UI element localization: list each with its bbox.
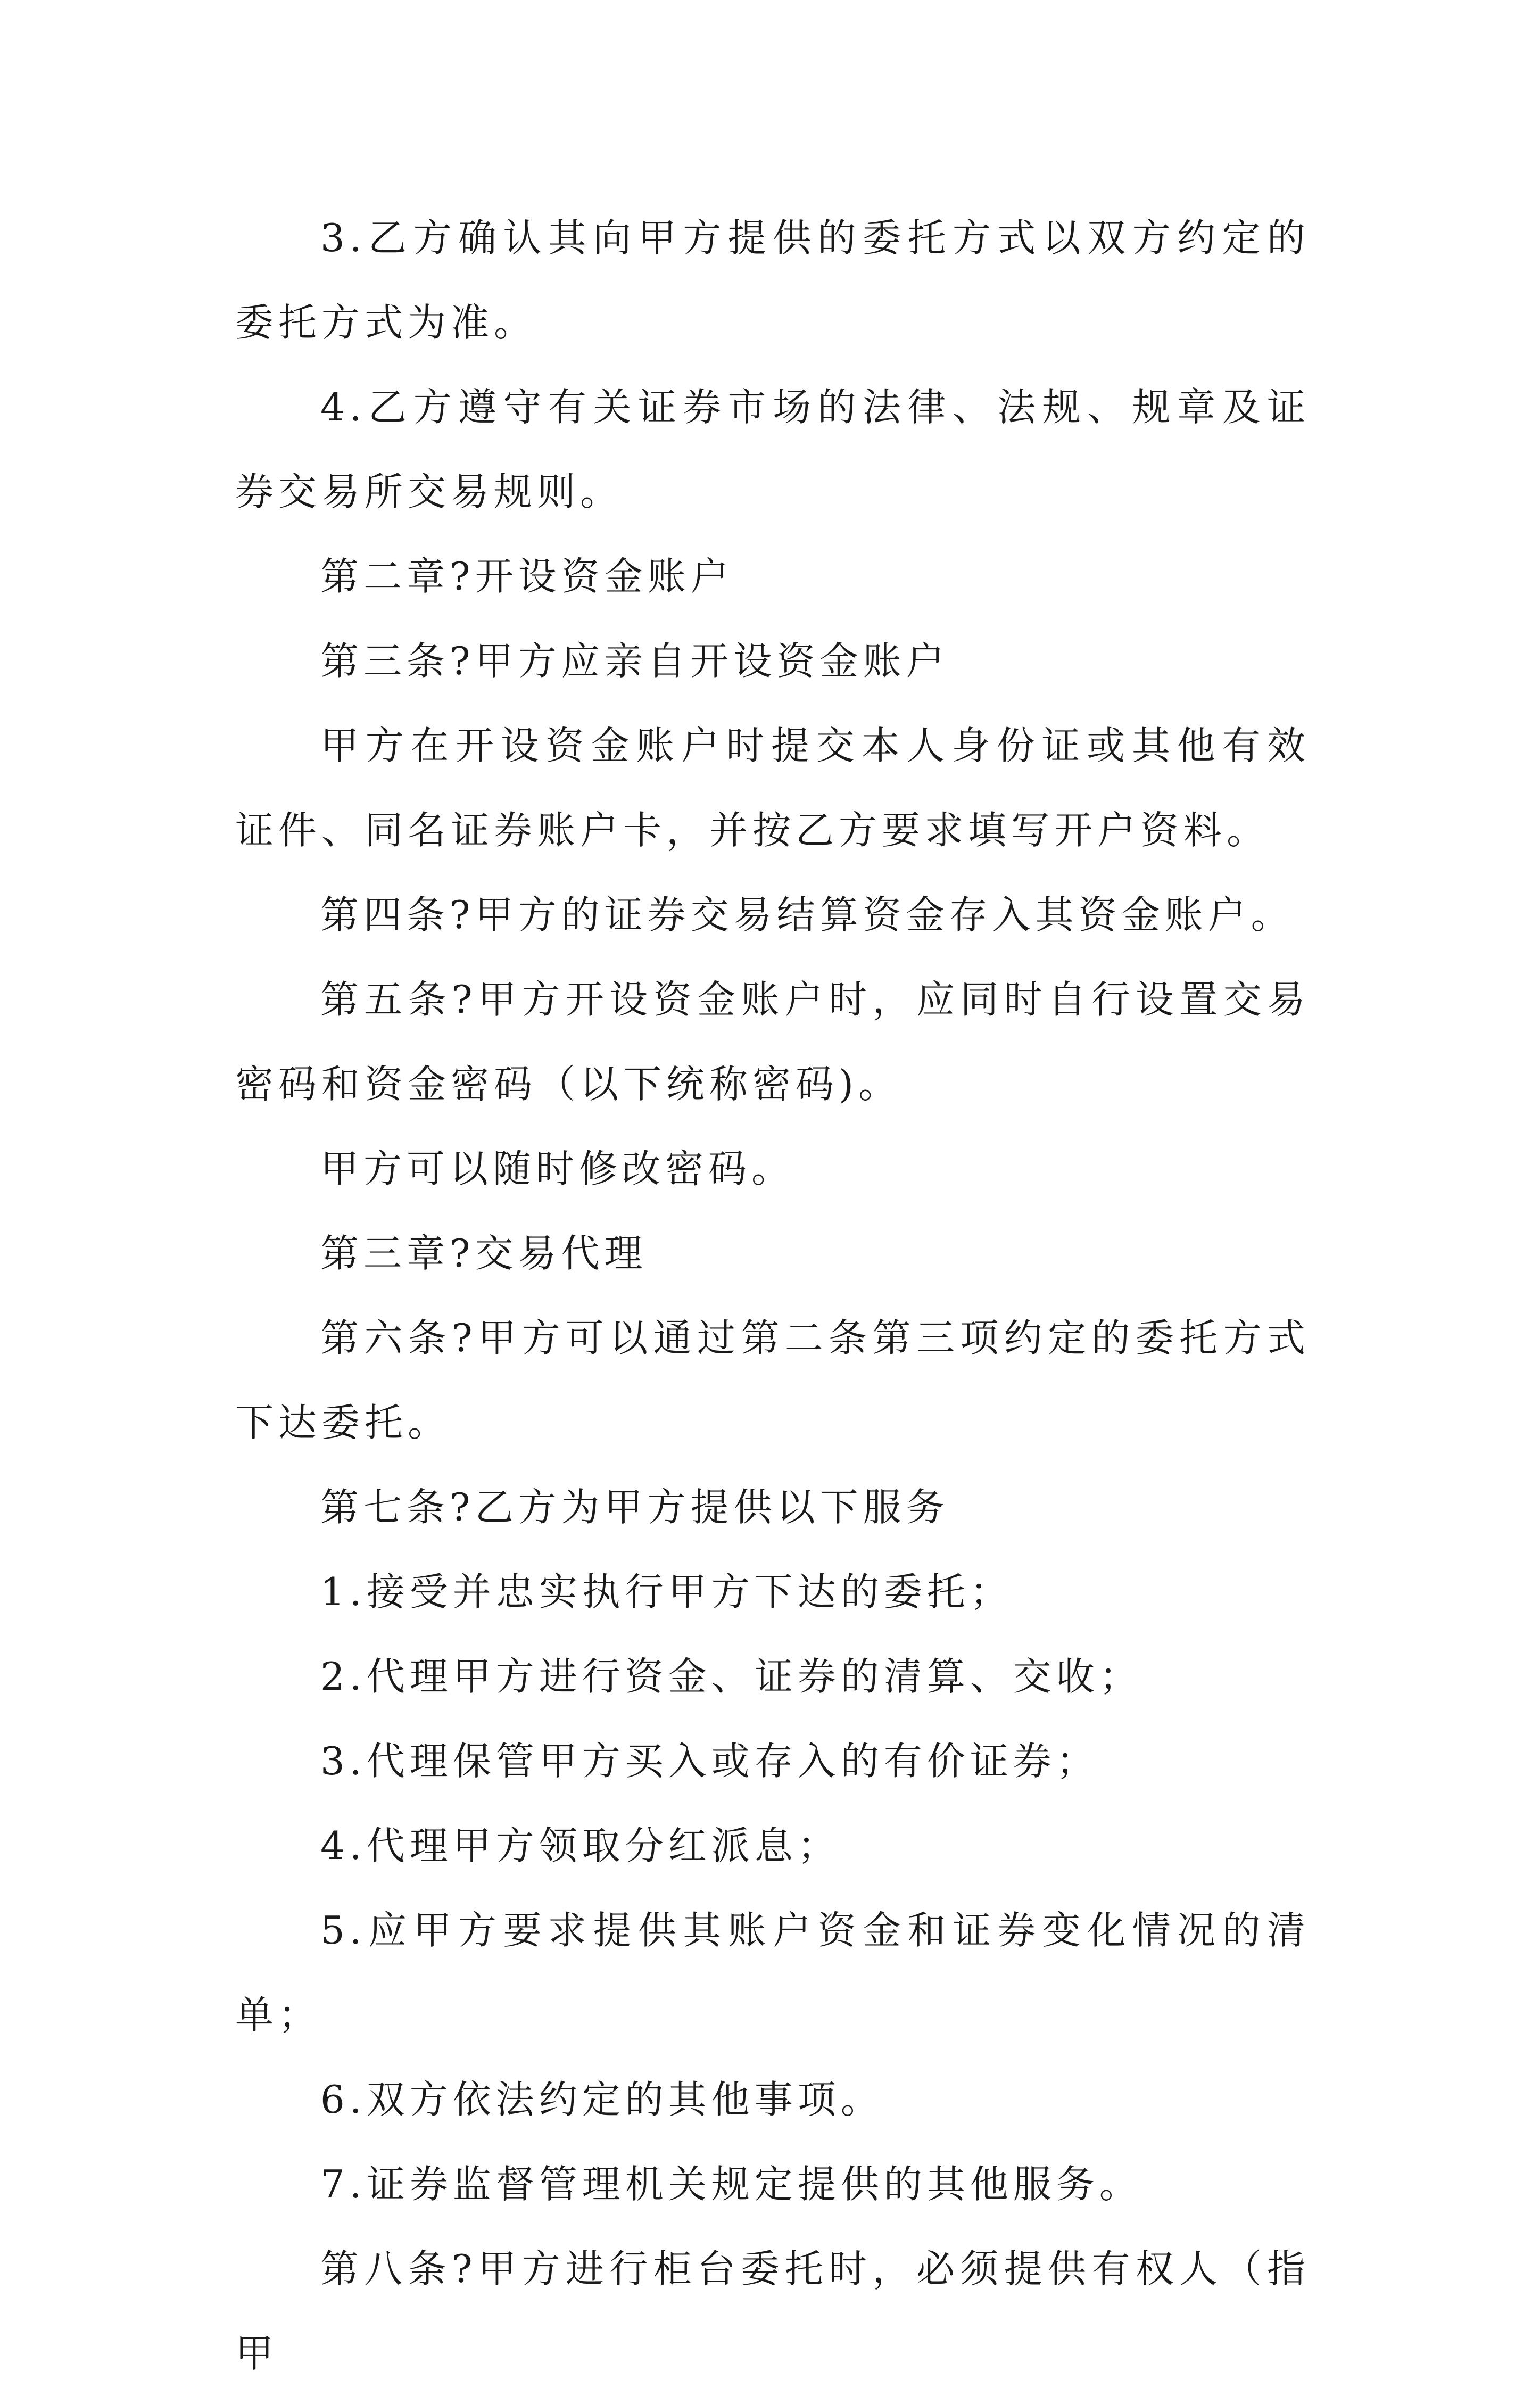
article-3-heading: 第三条?甲方应亲自开设资金账户: [320, 639, 949, 683]
paragraph-item-4-comply-rules: 4.乙方遵守有关证券市场的法律、法规、规章及证券交易所交易规则。: [235, 385, 1310, 514]
article-3-body: 甲方在开设资金账户时提交本人身份证或其他有效证件、同名证券账户卡，并按乙方要求填写开户资料。: [235, 723, 1310, 853]
article-6: 第六条?甲方可以通过第二条第三项约定的委托方式下达委托。: [235, 1316, 1310, 1445]
article-5: 第五条?甲方开设资金账户时，应同时自行设置交易密码和资金密码（以下统称密码)。: [235, 977, 1310, 1106]
article-8: 第八条?甲方进行柜台委托时，必须提供有权人（指甲: [235, 2246, 1310, 2376]
service-item-2: 2.代理甲方进行资金、证券的清算、交收；: [320, 1654, 1142, 1699]
article-5-password-change: 甲方可以随时修改密码。: [320, 1146, 795, 1191]
article-4: 第四条?甲方的证券交易结算资金存入其资金账户。: [320, 893, 1294, 937]
service-item-7: 7.证券监督管理机关规定提供的其他服务。: [320, 2162, 1142, 2207]
chapter-heading-3: 第三章?交易代理: [320, 1231, 648, 1276]
service-item-6: 6.双方依法约定的其他事项。: [320, 2077, 884, 2122]
chapter-heading-2: 第二章?开设资金账户: [320, 554, 734, 599]
service-item-3: 3.代理保管甲方买入或存入的有价证券；: [320, 1739, 1099, 1783]
paragraph-item-3-confirm-method: 3.乙方确认其向甲方提供的委托方式以双方约定的委托方式为准。: [235, 216, 1310, 345]
service-item-5: 5.应甲方要求提供其账户资金和证券变化情况的清单；: [235, 1908, 1310, 2037]
service-item-1: 1.接受并忠实执行甲方下达的委托；: [320, 1569, 1013, 1614]
document-body: [235, 196, 1310, 2396]
service-item-4: 4.代理甲方领取分红派息；: [320, 1823, 841, 1868]
article-7-heading: 第七条?乙方为甲方提供以下服务: [320, 1485, 949, 1530]
